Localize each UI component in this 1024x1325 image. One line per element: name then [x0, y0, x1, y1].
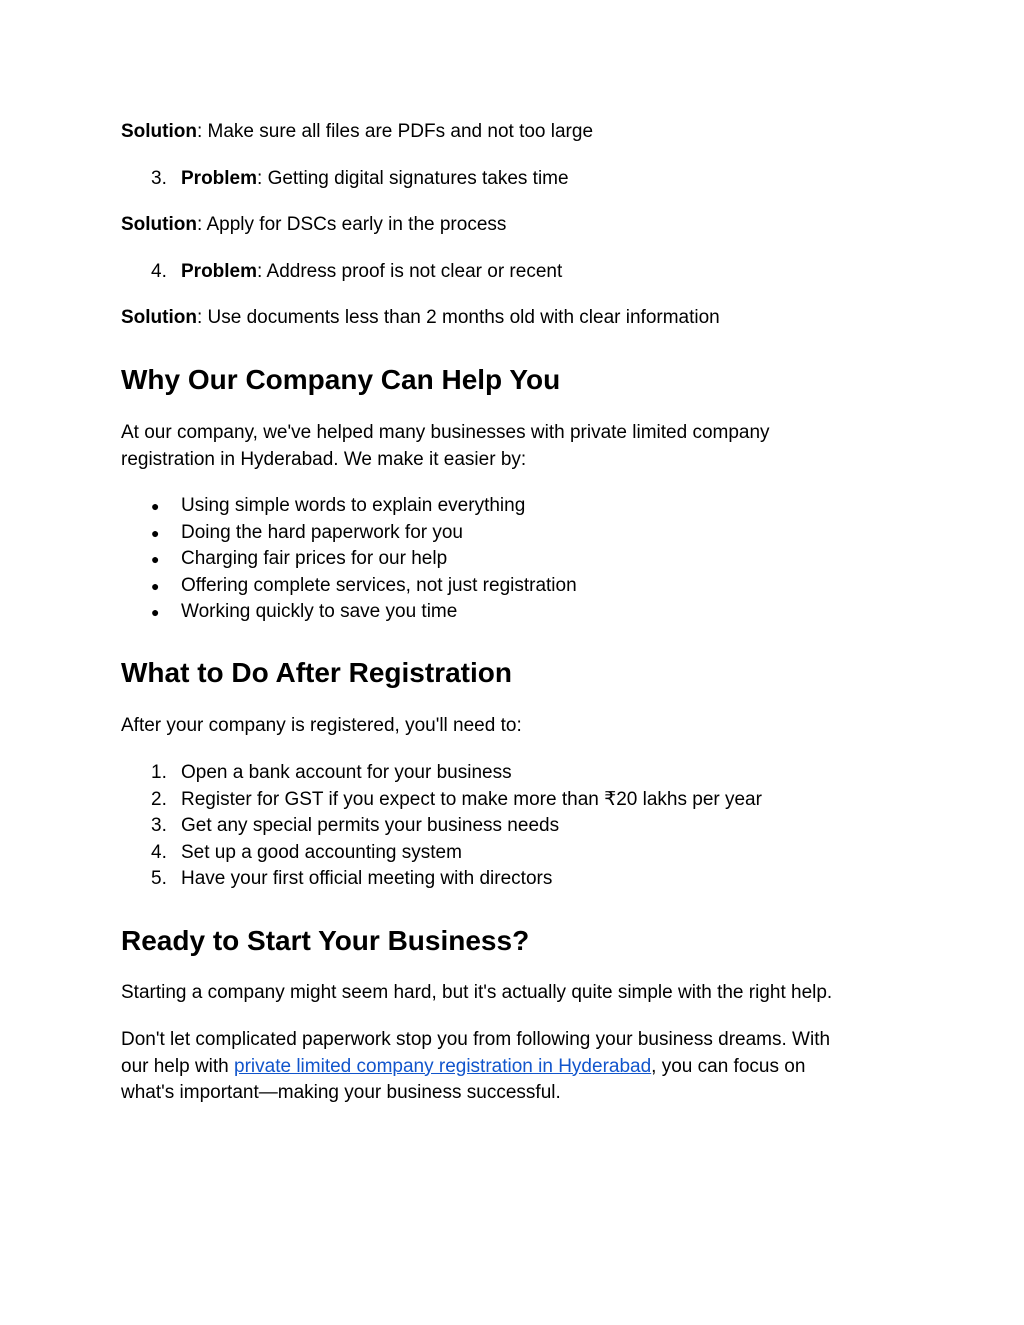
- ready-paragraph-2-line-2: [121, 1054, 805, 1081]
- bullet-icon: ●: [151, 498, 160, 514]
- list-number: 3.: [151, 168, 167, 189]
- bullet-icon: ●: [151, 577, 160, 594]
- list-item-text: Register for GST if you expect to make more than ₹20 lakhs per year: [181, 788, 762, 810]
- solution-paragraph: [121, 212, 506, 239]
- section-heading-why: Why Our Company Can Help You: [121, 364, 561, 395]
- solution-label: Solution: [121, 307, 197, 328]
- registration-link[interactable]: private limited company registration in Hyderabad: [234, 1055, 652, 1077]
- solution-label: Solution: [121, 214, 197, 235]
- section-heading-after: What to Do After Registration: [121, 657, 512, 688]
- section-heading-ready: Ready to Start Your Business?: [121, 925, 530, 956]
- why-intro-line-2: registration in Hyderabad. We make it easier by:: [121, 448, 527, 470]
- list-item-text: Have your first official meeting with directors: [181, 868, 553, 889]
- list-number: 5.: [151, 868, 167, 889]
- bullet-icon: ●: [151, 604, 160, 620]
- after-intro: After your company is registered, you'll need to:: [121, 715, 522, 736]
- solution-text: : Use documents less than 2 months old with clear information: [196, 307, 720, 328]
- list-item-text: Open a bank account for your business: [181, 762, 512, 783]
- list-item-text: Set up a good accounting system: [181, 841, 462, 863]
- list-number: 1.: [151, 762, 167, 783]
- paragraph-text: , you can focus on: [651, 1055, 806, 1077]
- bullet-icon: ●: [151, 551, 160, 567]
- solution-paragraph: [121, 305, 720, 332]
- solution-label: Solution: [121, 121, 197, 142]
- why-intro-line-1: At our company, we've helped many businesses with private limited company: [121, 422, 770, 443]
- bullet-text: Offering complete services, not just registration: [181, 574, 577, 596]
- list-number: 4.: [151, 841, 167, 863]
- paragraph-text: our help with: [121, 1055, 235, 1077]
- problem-label: Problem: [181, 168, 258, 189]
- list-number: 4.: [151, 261, 167, 282]
- problem-label: Problem: [181, 261, 258, 282]
- ready-paragraph-2-line-3: what's important—making your business successful.: [121, 1082, 561, 1103]
- bullet-text: Charging fair prices for our help: [181, 548, 448, 569]
- problem-text: [181, 166, 569, 193]
- bullet-icon: ●: [151, 524, 160, 541]
- bullet-text: Working quickly to save you time: [181, 601, 458, 622]
- problem-description: : Getting digital signatures takes time: [257, 168, 569, 189]
- ready-paragraph-1: Starting a company might seem hard, but it's actually quite simple with the right help.: [121, 982, 833, 1003]
- ready-paragraph-2-line-1: Don't let complicated paperwork stop you from following your business dreams. With: [121, 1029, 831, 1050]
- solution-paragraph: [121, 119, 593, 146]
- list-number: 2.: [151, 788, 167, 810]
- list-number: 3.: [151, 815, 167, 836]
- bullet-text: Using simple words to explain everything: [181, 495, 526, 516]
- list-item-text: Get any special permits your business needs: [181, 815, 560, 836]
- problem-description: : Address proof is not clear or recent: [257, 261, 563, 282]
- solution-text: : Make sure all files are PDFs and not too large: [196, 121, 594, 142]
- solution-text: : Apply for DSCs early in the process: [196, 214, 507, 235]
- bullet-text: Doing the hard paperwork for you: [181, 521, 463, 543]
- problem-text: [181, 259, 562, 286]
